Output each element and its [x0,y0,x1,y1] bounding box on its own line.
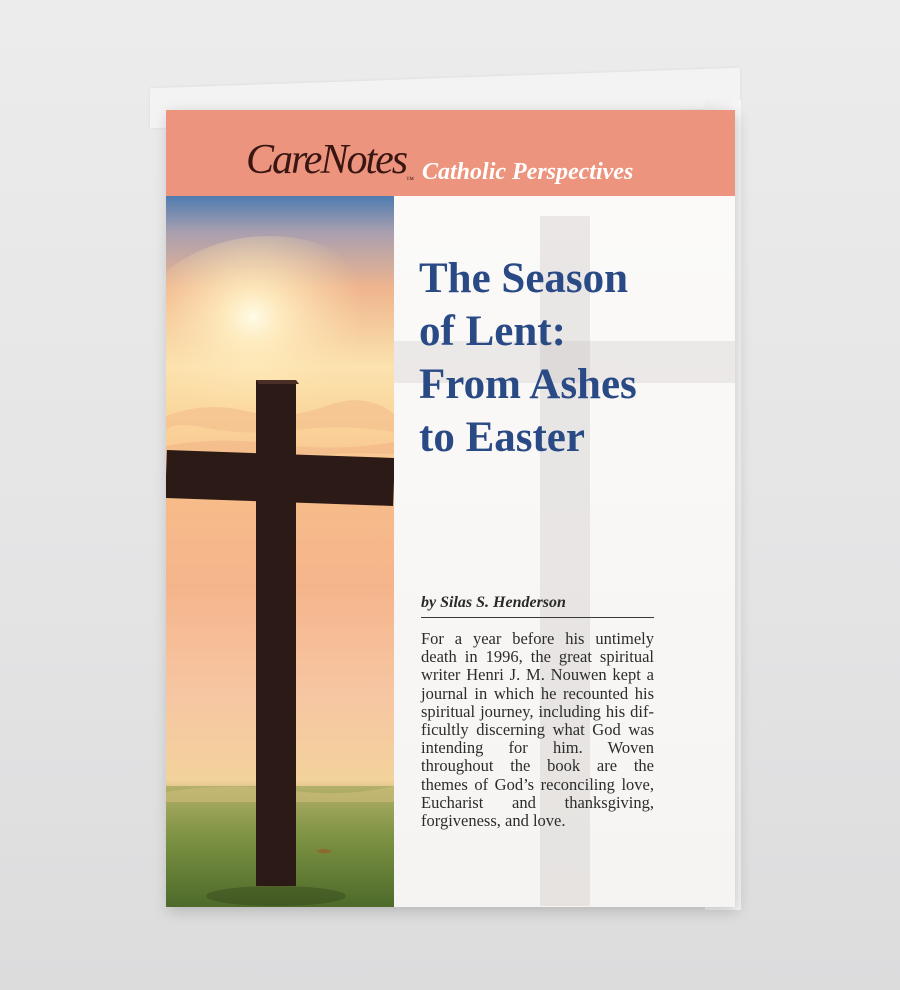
trademark-mark: ™ [406,175,414,184]
byline-divider [421,617,654,618]
cross-at-sunrise-photo [166,196,394,907]
title-line: From Ashes [419,361,637,408]
cover-photo [166,196,394,907]
brand-name: CareNotes [246,137,407,183]
intro-paragraph: For a year before his untimely death in 1996, the great spiritual writer Henri J. M. Nouwen kept a journal in which he recounted his spiritual journey, including his difficultly discerning what God was intending for him. Woven throughout the book are the themes of God’s reconciling love, Eucharist and thanksgiving, forgiveness, and love. [421,629,654,831]
title-line: to Easter [419,414,585,461]
header-band [166,110,735,196]
cover-text-panel [394,196,735,907]
booklet-title [419,252,719,464]
carenotes-logo [246,136,414,184]
series-title: Catholic Perspectives [422,159,634,185]
title-line: of Lent: [419,308,566,355]
title-line: The Season [419,255,629,302]
author-byline: by Silas S. Henderson [421,594,566,611]
booklet-cover [166,110,735,907]
